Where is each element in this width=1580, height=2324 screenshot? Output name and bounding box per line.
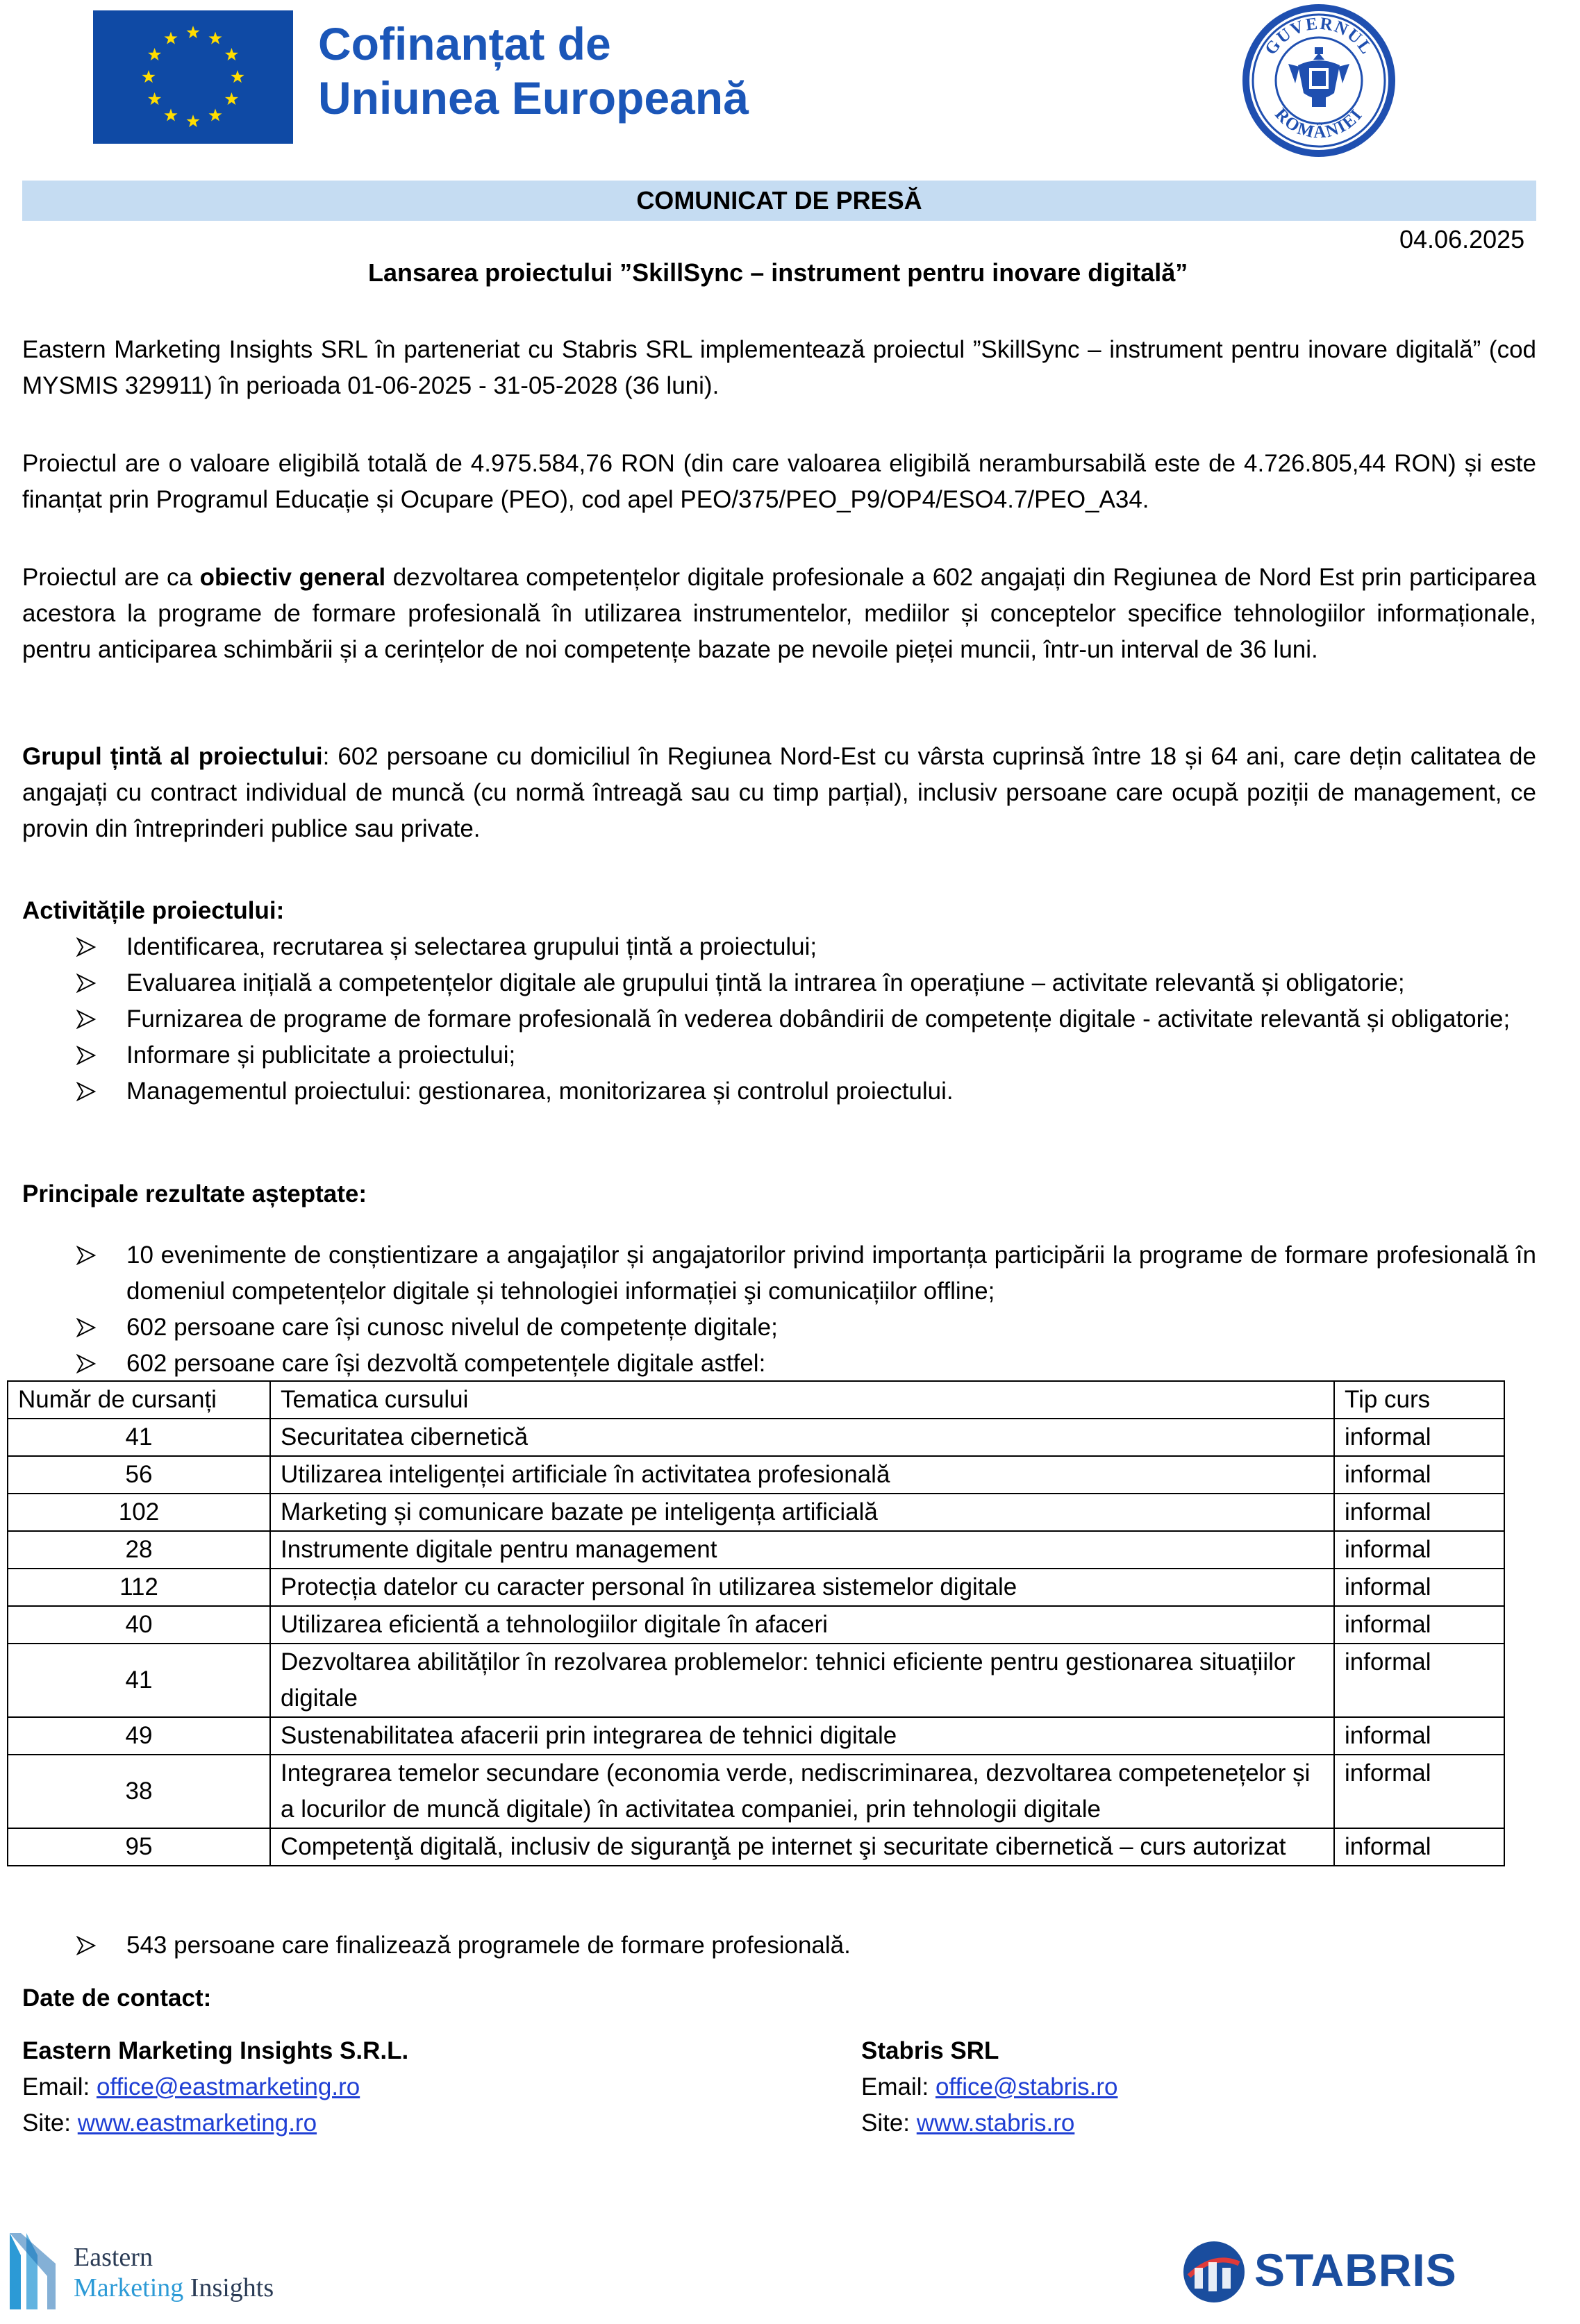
contact-email-line: Email: office@stabris.ro <box>861 2073 1118 2100</box>
website-link[interactable]: www.stabris.ro <box>916 2109 1075 2137</box>
eastern-marketing-mark-icon <box>6 2227 68 2315</box>
release-date: 04.06.2025 <box>1399 225 1525 253</box>
contact-company-name: Eastern Marketing Insights S.R.L. <box>22 2037 409 2064</box>
course-topic: Utilizarea inteligenței artificiale în activitatea profesională <box>270 1456 1334 1494</box>
email-link[interactable]: office@stabris.ro <box>935 2073 1118 2100</box>
eastern-marketing-name-line1: Eastern <box>74 2243 153 2272</box>
table-row <box>8 1644 1504 1717</box>
svg-text:GUVERNUL: GUVERNUL <box>1261 14 1377 59</box>
course-topic: Instrumente digitale pentru management <box>270 1531 1334 1569</box>
table-header-row <box>8 1381 1504 1419</box>
arrow-bullet-icon <box>76 1001 104 1037</box>
government-seal-logo <box>1240 1 1398 160</box>
participants-count: 49 <box>8 1717 270 1755</box>
course-type: informal <box>1334 1828 1504 1866</box>
results-title: Principale rezultate așteptate: <box>22 1180 367 1207</box>
eu-line-2: Uniunea Europeană <box>318 72 749 124</box>
arrow-bullet-icon <box>76 1346 104 1382</box>
eu-line-1: Cofinanțat de <box>318 18 611 69</box>
activities-title: Activitățile proiectului: <box>22 897 285 924</box>
course-topic: Protecția datelor cu caracter personal în utilizarea sistemelor digitale <box>270 1569 1334 1606</box>
table-row <box>8 1531 1504 1569</box>
course-topic: Sustenabilitatea afacerii prin integrarea de tehnici digitale <box>270 1717 1334 1755</box>
website-link[interactable]: www.eastmarketing.ro <box>77 2109 317 2137</box>
table-row <box>8 1569 1504 1606</box>
course-topic: Utilizarea eficientă a tehnologiilor digitale în afaceri <box>270 1606 1334 1644</box>
header-topic: Tematica cursului <box>270 1381 1334 1419</box>
activity-item: Identificarea, recrutarea și selectarea grupului țintă a proiectului; <box>76 929 1536 965</box>
course-type: informal <box>1334 1419 1504 1456</box>
target-group-text: : 602 persoane cu domiciliul în Regiunea Nord-Est cu vârsta cuprinsă între 18 și 64 ani, care dețin calitatea de angajați cu contract individual de muncă (cu normă întreagă sau cu timp parțial), inclusiv persoane care ocupă poziții de management, ce provin din întreprinderi publice sau private. <box>22 743 1536 842</box>
eastern-marketing-name-line2: Marketing Insights <box>74 2273 274 2302</box>
paragraph-implementation: Eastern Marketing Insights SRL în parteneriat cu Stabris SRL implementează proiectul ”SkillSync – instrument pentru inovare digitală” (cod MYSMIS 329911) în perioada 01-06-2025 - 31-05-2028 (36 luni). <box>22 336 1536 399</box>
participants-count: 41 <box>8 1419 270 1456</box>
course-topic: Marketing și comunicare bazate pe inteligența artificială <box>270 1494 1334 1531</box>
paragraph-objective <box>22 560 1536 668</box>
paragraph-target-group <box>22 739 1536 847</box>
eu-flag-logo <box>93 10 293 144</box>
activity-item: Evaluarea inițială a competențelor digitale ale grupului țintă la intrarea în operațiune – activitate relevantă și obligatorie; <box>76 965 1536 1001</box>
header-type: Tip curs <box>1334 1381 1504 1419</box>
course-type: informal <box>1334 1717 1504 1755</box>
objective-label: obiectiv general <box>199 564 386 591</box>
email-link[interactable]: office@eastmarketing.ro <box>96 2073 360 2100</box>
result-item: 543 persoane care finalizează programele de formare profesională. <box>76 1928 1536 1964</box>
course-type: informal <box>1334 1644 1504 1717</box>
participants-count: 38 <box>8 1755 270 1828</box>
arrow-bullet-icon <box>76 1073 104 1110</box>
table-row <box>8 1755 1504 1828</box>
result-item: 602 persoane care își dezvoltă competențele digitale astfel: <box>76 1346 1536 1382</box>
final-result-list <box>76 1928 1536 1964</box>
participants-count: 95 <box>8 1828 270 1866</box>
headline: Lansarea proiectului ”SkillSync – instrument pentru inovare digitală” <box>368 258 1188 287</box>
contact-site-line: Site: www.eastmarketing.ro <box>22 2109 317 2137</box>
participants-count: 41 <box>8 1644 270 1717</box>
contact-title: Date de contact: <box>22 1984 212 2012</box>
course-type: informal <box>1334 1456 1504 1494</box>
activity-item: Furnizarea de programe de formare profesională în vederea dobândirii de competențe digitale - activitate relevantă și obligatorie; <box>76 1001 1536 1037</box>
objective-text: dezvoltarea competențelor digitale profesionale a 602 angajați din Regiunea de Nord Est prin participarea acestora la programe de formare profesională în utilizarea instrumentelor, mediilor și conceptelor specifice tehnologiilor informaționale, pentru anticiparea schimbării și a cerințelor de noi competențe bazate pe nevoile pieței muncii, într-un interval de 36 luni. <box>22 564 1536 663</box>
result-item: 602 persoane care își cunosc nivelul de competențe digitale; <box>76 1310 1536 1346</box>
activity-item: Informare și publicitate a proiectului; <box>76 1037 1536 1073</box>
activity-item: Managementul proiectului: gestionarea, monitorizarea și controlul proiectului. <box>76 1073 1536 1110</box>
participants-count: 102 <box>8 1494 270 1531</box>
table-row <box>8 1717 1504 1755</box>
arrow-bullet-icon <box>76 965 104 1001</box>
course-type: informal <box>1334 1606 1504 1644</box>
course-type: informal <box>1334 1569 1504 1606</box>
course-topic: Competenţă digitală, inclusiv de siguranţă pe internet şi securitate cibernetică – curs autorizat <box>270 1828 1334 1866</box>
table-row <box>8 1828 1504 1866</box>
participants-count: 40 <box>8 1606 270 1644</box>
press-release-title: COMUNICAT DE PRESĂ <box>636 186 922 215</box>
objective-prefix: Proiectul are ca <box>22 564 200 591</box>
arrow-bullet-icon <box>76 1928 104 1964</box>
arrow-bullet-icon <box>76 1310 104 1346</box>
contact-site-line: Site: www.stabris.ro <box>861 2109 1075 2137</box>
arrow-bullet-icon <box>76 929 104 965</box>
participants-count: 28 <box>8 1531 270 1569</box>
participants-count: 56 <box>8 1456 270 1494</box>
target-group-label: Grupul țintă al proiectului <box>22 743 323 770</box>
table-row <box>8 1606 1504 1644</box>
course-topic: Integrarea temelor secundare (economia verde, nediscriminarea, dezvoltarea competenețelor și a locurilor de muncă digitale) în activitatea companiei, prin tehnologii digitale <box>270 1755 1334 1828</box>
table-row <box>8 1456 1504 1494</box>
table-row <box>8 1419 1504 1456</box>
course-type: informal <box>1334 1494 1504 1531</box>
activities-list <box>76 929 1536 1110</box>
contact-eastern-marketing <box>22 2033 408 2141</box>
course-topic: Dezvoltarea abilităților în rezolvarea problemelor: tehnici eficiente pentru gestionarea situațiilor digitale <box>270 1644 1334 1717</box>
arrow-bullet-icon <box>76 1037 104 1073</box>
header-participants: Număr de cursanți <box>8 1381 270 1419</box>
contact-stabris <box>861 2033 1117 2141</box>
paragraph-value: Proiectul are o valoare eligibilă totală de 4.975.584,76 RON (din care valoarea eligibilă nerambursabilă este de 4.726.805,44 RON) și este finanțat prin Programul Educație și Ocupare (PEO), cod apel PEO/375/PEO_P9/OP4/ESO4.7/PEO_A34. <box>22 450 1536 513</box>
stabris-wordmark: STABRIS <box>1254 2244 1457 2296</box>
courses-table <box>7 1380 1505 1866</box>
participants-count: 112 <box>8 1569 270 1606</box>
stabris-globe-icon <box>1179 2237 1249 2307</box>
results-list <box>76 1237 1536 1382</box>
eu-cofinance-text <box>318 17 749 125</box>
course-type: informal <box>1334 1755 1504 1828</box>
contact-company-name: Stabris SRL <box>861 2037 999 2064</box>
arrow-bullet-icon <box>76 1237 104 1273</box>
table-row <box>8 1494 1504 1531</box>
svg-text:ROMÂNIEI: ROMÂNIEI <box>1271 105 1367 142</box>
result-item: 10 evenimente de conștientizare a angajaților și angajatorilor privind importanța participării la programe de formare profesională în domeniul competențelor digitale și tehnologiei informației şi comunicațiilor offline; <box>76 1237 1536 1310</box>
course-type: informal <box>1334 1531 1504 1569</box>
contact-email-line: Email: office@eastmarketing.ro <box>22 2073 360 2100</box>
course-topic: Securitatea cibernetică <box>270 1419 1334 1456</box>
